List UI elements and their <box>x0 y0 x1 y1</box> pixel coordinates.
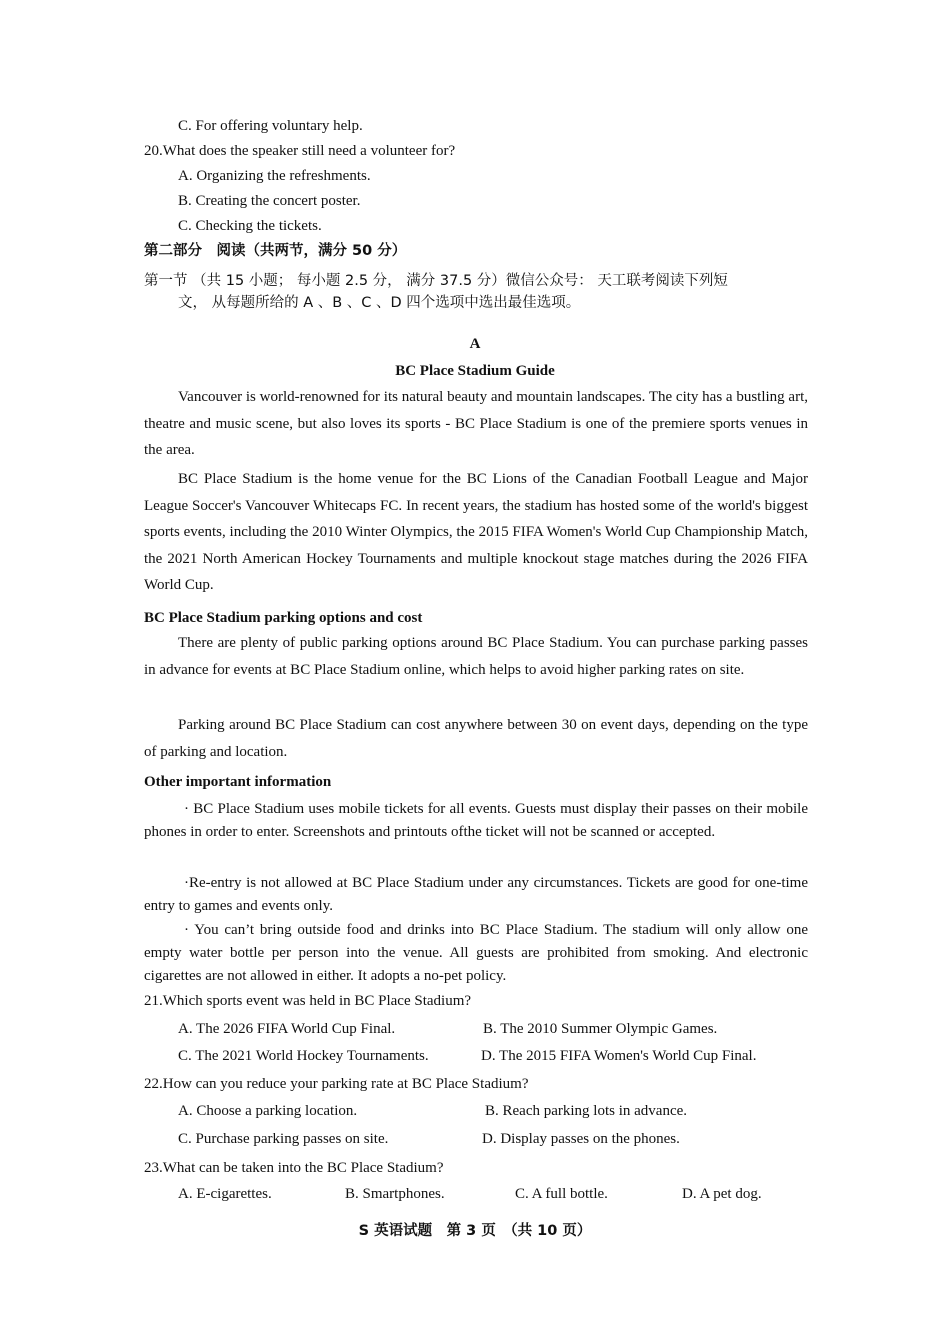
q20-stem: 20.What does the speaker still need a volunteer for? <box>144 143 456 159</box>
paragraph-1: Vancouver is world-renowned for its natural beauty and mountain landscapes. The city has a bustling art, theatre and music scene, but also loves its sports - BC Place Stadium is one of the premiere sports venues in the area. <box>144 389 808 458</box>
q22-option-b: B. Reach parking lots in advance. <box>485 1103 688 1119</box>
q21-option-a: A. The 2026 FIFA World Cup Final. <box>178 1021 396 1037</box>
q22-option-c: C. Purchase parking passes on site. <box>178 1131 389 1147</box>
q21-option-d: D. The 2015 FIFA Women's World Cup Final. <box>481 1048 757 1064</box>
q22-option-d: D. Display passes on the phones. <box>482 1131 680 1147</box>
q23-option-b: B. Smartphones. <box>345 1186 445 1202</box>
q20-option-c: C. Checking the tickets. <box>178 218 322 234</box>
heading-parking: BC Place Stadium parking options and cost <box>144 610 423 626</box>
q21-option-b: B. The 2010 Summer Olympic Games. <box>483 1021 718 1037</box>
q23-stem: 23.What can be taken into the BC Place Stadium? <box>144 1160 444 1176</box>
page-footer: S 英语试题 第 3 页 （共 10 页） <box>358 1223 592 1239</box>
q23-option-a: A. E-cigarettes. <box>178 1186 272 1202</box>
paragraph-2: BC Place Stadium is the home venue for the BC Lions of the Canadian Football League and Major League Soccer's Vancouver Whitecaps FC. In recent years, the stadium has hosted some of the world's biggest sports events, including the 2010 Winter Olympics, the 2015 FIFA Women's World Cup Championship Match, the 2021 North American Hockey Tournaments and multiple knockout stage matches during the 2026 FIFA World Cup. <box>144 471 808 593</box>
q20-option-a: A. Organizing the refreshments. <box>178 168 371 184</box>
paragraph-3: There are plenty of public parking options around BC Place Stadium. You can purchase parking passes in advance for events at BC Place Stadium online, which helps to avoid higher parking rates on site. <box>144 635 808 678</box>
q23-option-c: C. A full bottle. <box>515 1186 608 1202</box>
passage-title: BC Place Stadium Guide <box>395 363 555 379</box>
q21-option-c: C. The 2021 World Hockey Tournaments. <box>178 1048 429 1064</box>
q19-option-c: C. For offering voluntary help. <box>178 118 363 134</box>
heading-other-info: Other important information <box>144 774 332 790</box>
q22-option-a: A. Choose a parking location. <box>178 1103 358 1119</box>
bullet-3: · You can’t bring outside food and drinks into BC Place Stadium. The stadium will only allow one empty water bottle per person into the venue. All guests are prohibited from smoking. And electronic cigarettes are not allowed in either. It adopts a no-pet policy. <box>144 922 808 984</box>
section1-instructions: 第一节 （共 15 小题； 每小题 2.5 分， 满分 37.5 分）微信公众号： 天工联考阅读下列短文， 从每题所给的 A 、B 、C 、D 四个选项中选出最佳选项。 <box>144 273 728 311</box>
q23-option-d: D. A pet dog. <box>682 1186 762 1202</box>
q21-stem: 21.Which sports event was held in BC Place Stadium? <box>144 993 472 1009</box>
part2-title: 第二部分 阅读（共两节，满分 50 分） <box>144 243 407 259</box>
passage-letter: A <box>469 336 481 352</box>
paragraph-4: Parking around BC Place Stadium can cost anywhere between 30 on event days, depending on the type of parking and location. <box>144 717 808 760</box>
bullet-2: ·Re-entry is not allowed at BC Place Stadium under any circumstances. Tickets are good for one-time entry to games and events only. <box>144 875 808 914</box>
q22-stem: 22.How can you reduce your parking rate at BC Place Stadium? <box>144 1076 529 1092</box>
bullet-1: · BC Place Stadium uses mobile tickets for all events. Guests must display their passes on their mobile phones in order to enter. Screenshots and printouts ofthe ticket will not be scanned or accepted. <box>144 801 808 840</box>
q20-option-b: B. Creating the concert poster. <box>178 193 361 209</box>
